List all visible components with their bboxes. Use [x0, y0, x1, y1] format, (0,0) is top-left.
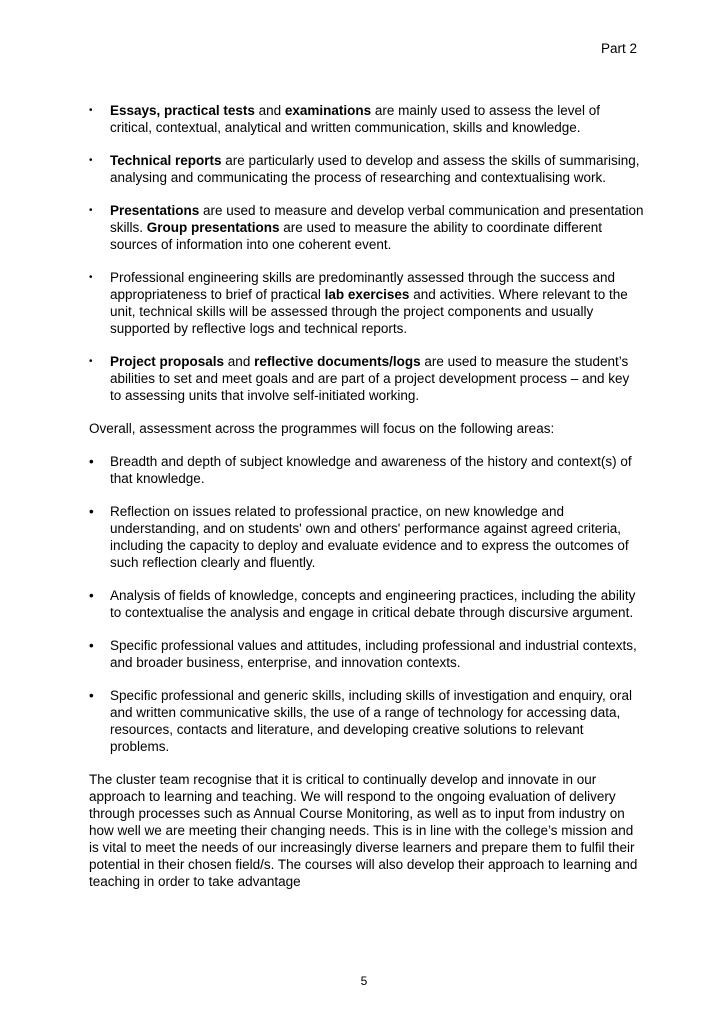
bullet-marker: • [89, 105, 93, 116]
item-text: Specific professional values and attitudes, including professional and industrial contexts, and broader business, enterprise, and innovation contexts. [110, 638, 637, 670]
focus-area-item [89, 503, 644, 571]
assessment-method-item [89, 102, 644, 136]
bullet-marker: • [89, 272, 93, 283]
bold-term: examinations [284, 103, 372, 118]
bullet-marker: • [89, 205, 93, 216]
item-text: and activities. Where relevant to the unit, technical skills will be assessed through the project components and usually supported by reflective logs and technical reports. [110, 287, 628, 336]
focus-area-item [89, 637, 644, 671]
bold-term: Group presentations [146, 220, 280, 235]
assessment-method-item [89, 269, 644, 337]
bullet-marker: • [89, 504, 94, 519]
assessment-method-item [89, 353, 644, 404]
assessment-method-item [89, 152, 644, 186]
bullet-marker: • [89, 155, 93, 166]
bold-term: Technical reports [110, 153, 222, 168]
document-body [89, 102, 644, 906]
closing-paragraph: The cluster team recognise that it is critical to continually develop and innovate in our approach to learning and teaching. We will respond to the ongoing evaluation of delivery through processes such as Annual Course Monitoring, as well as to input from industry on how well we are meeting their changing needs. This is in line with the college’s mission and is vital to meet the needs of our increasingly diverse learners and prepare them to fulfil their potential in their chosen field/s. The courses will also develop their approach to learning and teaching in order to take advantage [89, 772, 638, 889]
page-number: 5 [360, 974, 368, 988]
item-text: Specific professional and generic skills, including skills of investigation and enquiry, oral and written communicative skills, the use of a range of technology for accessing data, resources, contacts and literature, and developing creative solutions to relevant problems. [110, 688, 633, 754]
focus-area-item [89, 687, 644, 755]
item-text: are particularly used to develop and assess the skills of summarising, analysing and communicating the process of researching and contextualising work. [110, 153, 640, 185]
page-header-part-label: Part 2 [600, 41, 637, 56]
item-text: are used to measure and develop verbal communication and presentation skills. [110, 203, 644, 235]
item-text: Professional engineering skills are predominantly assessed through the success and appropriateness to brief of practical [110, 270, 616, 302]
item-text: and [254, 103, 285, 118]
item-text: Breadth and depth of subject knowledge and awareness of the history and context(s) of that knowledge. [110, 454, 632, 486]
item-text: are used to measure the student’s abilities to set and meet goals and are part of a project development process – and key to assessing units that involve self-initiated working. [110, 354, 630, 403]
focus-area-item [89, 587, 644, 621]
focus-area-item [89, 453, 644, 487]
item-text: and [224, 354, 255, 369]
bullet-marker: • [89, 454, 94, 469]
bold-term: Presentations [110, 203, 200, 218]
bullet-marker: • [89, 638, 94, 653]
bullet-marker: • [89, 588, 94, 603]
overall-intro-paragraph: Overall, assessment across the programmes will focus on the following areas: [89, 421, 555, 436]
item-text: are mainly used to assess the level of critical, contextual, analytical and written communication, skills and knowledge. [110, 103, 601, 135]
item-text: Reflection on issues related to professional practice, on new knowledge and understanding, and on students' own and others' performance against agreed criteria, including the capacity to deploy and evaluate evidence and to express the outcomes of such reflection clearly and fluently. [110, 504, 629, 570]
item-text: are used to measure the ability to coordinate different sources of information into one coherent event. [110, 220, 602, 252]
bold-term: Project proposals [110, 354, 225, 369]
bullet-marker: • [89, 688, 94, 703]
bold-term: lab exercises [324, 287, 410, 302]
bold-term: Essays, practical tests [110, 103, 255, 118]
bullet-marker: • [89, 356, 93, 367]
assessment-method-item [89, 202, 644, 253]
item-text: Analysis of fields of knowledge, concepts and engineering practices, including the ability to contextualise the analysis and engage in critical debate through discursive argument. [110, 588, 636, 620]
bold-term: reflective documents/logs [254, 354, 421, 369]
